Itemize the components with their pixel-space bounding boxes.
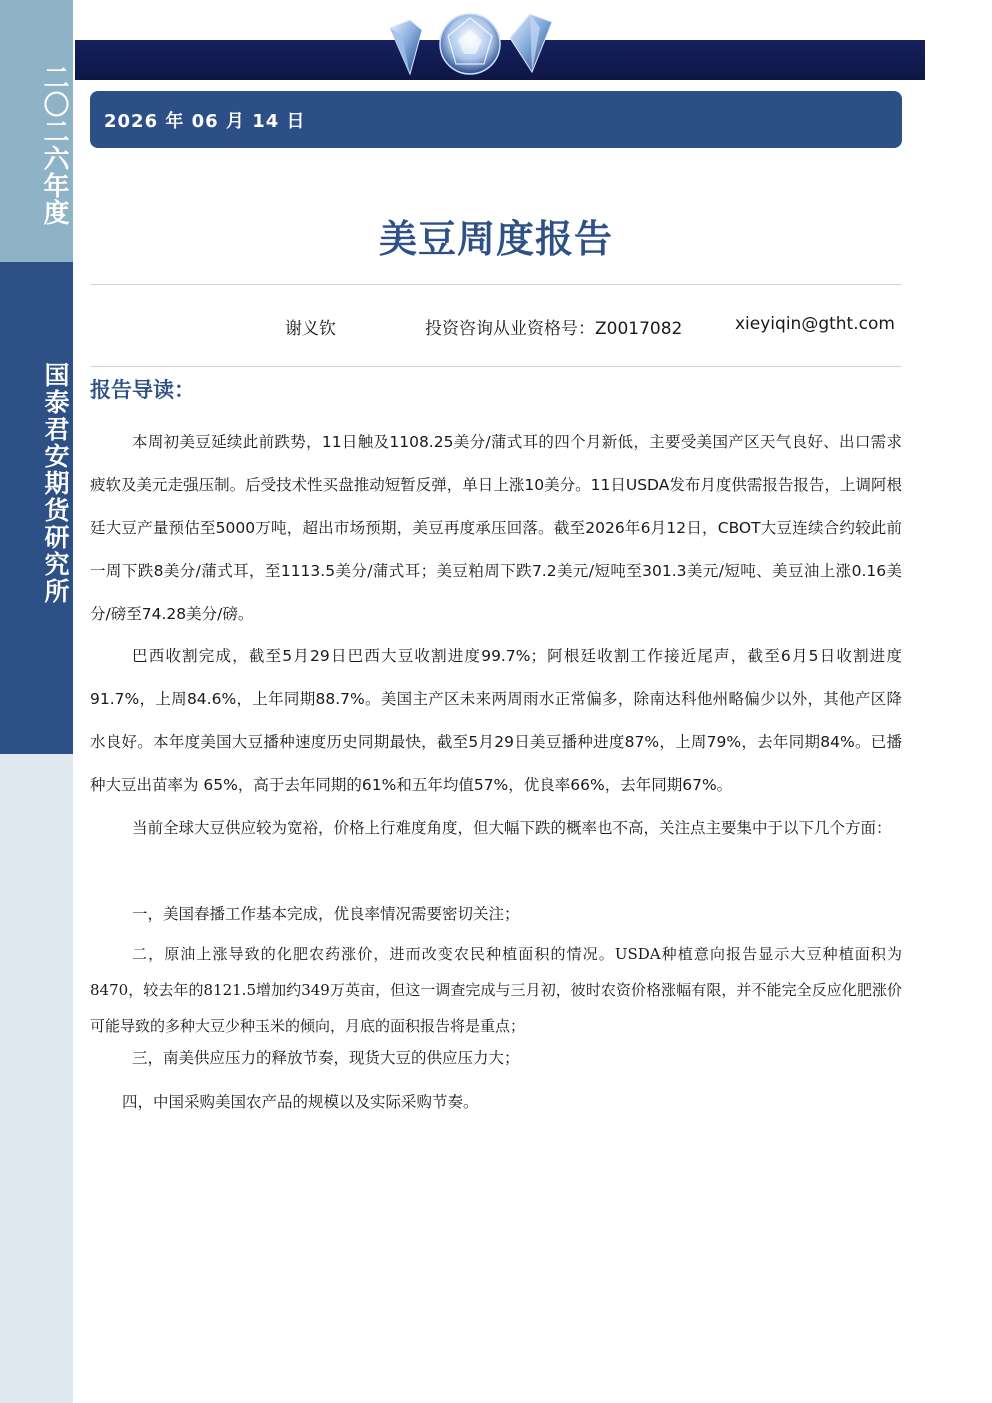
- divider-top: [90, 284, 902, 285]
- date-bar: [90, 91, 902, 148]
- sidebar-year-label: 二〇二六年度: [39, 64, 69, 226]
- paragraph-point-four: 四，中国采购美国农产品的规模以及实际采购节奏。: [122, 1093, 479, 1111]
- paragraph-harvest-progress: 巴西收割完成，截至5月29日巴西大豆收割进度99.7%；阿根廷收割工作接近尾声，截至6月5日收割进度91.7%，上周84.6%，上年同期88.7%。美国主产区未来两周雨水正常偏多，除南达科他州略偏少以外，其他产区降水良好。本年度美国大豆播种速度历史同期最快，截至5月29日美豆播种进度87%，上周79%，去年同期84%。已播种大豆出苗率为 65%，高于去年同期的61%和五年均值57%，优良率66%，去年同期67%。: [90, 647, 902, 794]
- divider-bottom: [90, 366, 902, 367]
- paragraph-point-three: 三，南美供应压力的释放节奏，现货大豆的供应压力大；: [132, 1049, 520, 1067]
- author-qualification: 投资咨询从业资格号：Z0017082: [425, 319, 683, 339]
- paragraph-outlook: 当前全球大豆供应较为宽裕，价格上行难度角度，但大幅下跌的概率也不高，关注点主要集中于以下几个方面：: [132, 819, 892, 837]
- paragraph-market-summary: 本周初美豆延续此前跌势，11日触及1108.25美分/蒲式耳的四个月新低，主要受美国产区天气良好、出口需求疲软及美元走强压制。后受技术性买盘推动短暂反弹，单日上涨10美分。11日USDA发布月度供需报告报告，上调阿根廷大豆产量预估至5000万吨，超出市场预期，美豆再度承压回落。截至2026年6月12日，CBOT大豆连续合约较此前一周下跌8美分/蒲式耳，至1113.5美分/蒲式耳；美豆粕周下跌7.2美元/短吨至301.3美元/短吨、美豆油上涨0.16美分/磅至74.28美分/磅。: [90, 433, 902, 623]
- sidebar-bottom-panel: [0, 754, 73, 1403]
- report-date: 2026 年 06 月 14 日: [104, 111, 306, 132]
- author-name: 谢义钦: [285, 319, 336, 339]
- section-heading: 报告导读：: [90, 378, 195, 402]
- paragraph-point-one: 一，美国春播工作基本完成，优良率情况需要密切关注；: [132, 905, 520, 923]
- report-title: 美豆周度报告: [378, 217, 613, 261]
- sidebar-org-label: 国泰君安期货研究所: [41, 362, 70, 605]
- author-email[interactable]: xieyiqin@gtht.com: [735, 314, 895, 334]
- diamond-logo-icon: [380, 8, 560, 78]
- paragraph-point-two: 二，原油上涨导致的化肥农药涨价，进而改变农民种植面积的情况。USDA种植意向报告显示大豆种植面积为8470，较去年的8121.5增加约349万英亩，但这一调查完成与三月初，彼时农资价格涨幅有限，并不能完全反应化肥涨价可能导致的多种大豆少种玉米的倾向，月底的面积报告将是重点；: [90, 945, 902, 1035]
- sidebar-org-panel: [0, 262, 73, 754]
